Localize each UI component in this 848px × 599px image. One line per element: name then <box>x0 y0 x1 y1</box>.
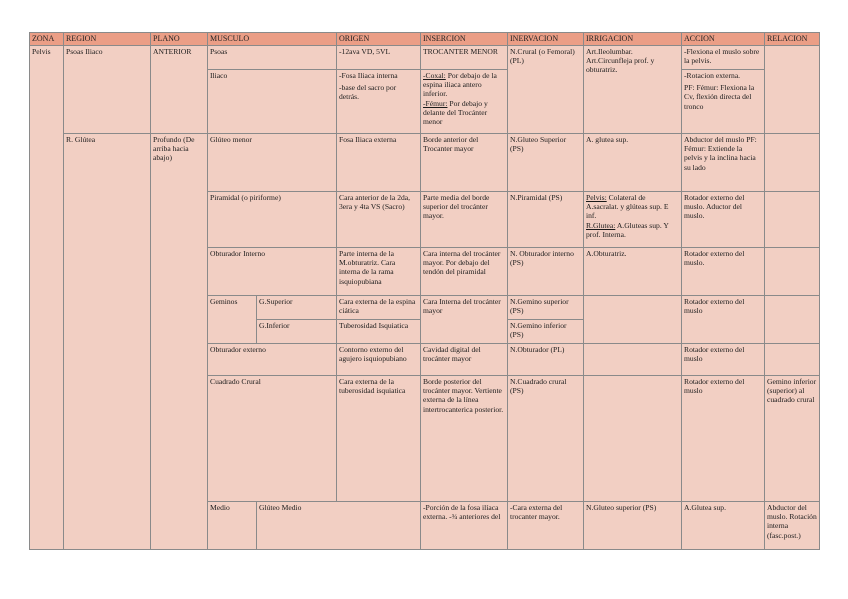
header-plano: PLANO <box>151 33 208 46</box>
insercion-cell: -Cara externa del trocanter mayor. <box>508 502 584 550</box>
irrigacion-cell: A.Obturatriz. <box>584 248 682 296</box>
header-relacion: RELACION <box>765 33 820 46</box>
accion-cell: -Flexiona el muslo sobre la pelvis. <box>682 46 765 70</box>
anatomy-table <box>29 32 820 550</box>
musculo-cell: Iliaco <box>208 70 337 134</box>
origen-cell <box>337 70 421 134</box>
origen-cell: Cara anterior de la 2da, 3era y 4ta VS (Sacro) <box>337 192 421 248</box>
table-row <box>30 134 820 192</box>
region-cell: R. Glútea <box>64 134 151 550</box>
irrigacion-cell: A.Glutea sup. <box>682 502 765 550</box>
zona-cell: Pelvis <box>30 46 64 550</box>
origen-cell: Tuberosidad Isquiatica <box>337 320 421 344</box>
irrigacion-cell <box>584 344 682 376</box>
irrigacion-cell: A. glutea sup. <box>584 134 682 192</box>
inervacion-cell: N.Gluteo Superior (PS) <box>508 134 584 192</box>
musculo-cell: Obturador externo <box>208 344 337 376</box>
origen-cell: -Porción de la fosa ilíaca externa. -¾ anteriores del <box>421 502 508 550</box>
irrigacion-cell <box>584 192 682 248</box>
header-inervacion: INERVACION <box>508 33 584 46</box>
insercion-cell: Cavidad digital del trocánter mayor <box>421 344 508 376</box>
insercion-cell: Borde posterior del trocánter mayor. Vertiente externa de la línea intertrocanterica posterior. <box>421 376 508 502</box>
relacion-cell <box>765 46 820 134</box>
accion-cell: Rotador externo del muslo. <box>682 248 765 296</box>
header-accion: ACCION <box>682 33 765 46</box>
pelvis-text: Colateral de A.sacralat. y glúteas sup. E inf. <box>586 193 669 221</box>
relacion-cell <box>765 192 820 248</box>
insercion-cell: Cara Interna del trocánter mayor <box>421 296 508 344</box>
origen-cell: Contorno externo del agujero isquiopubiano <box>337 344 421 376</box>
musculo-cell: Psoas <box>208 46 337 70</box>
inervacion-cell: N.Gluteo superior (PS) <box>584 502 682 550</box>
musculo-cell: Glúteo Medio <box>257 502 421 550</box>
inervacion-cell: N.Piramidal (PS) <box>508 192 584 248</box>
sub-musculo-cell: G.Superior <box>257 296 337 320</box>
rglutea-text: A.Gluteas sup. Y prof. Interna. <box>586 220 669 239</box>
insercion-cell: Cara interna del trocánter mayor. Por debajo del tendón del piramidal <box>421 248 508 296</box>
femur-text: Por debajo y delante del Trocánter menor <box>423 98 488 127</box>
accion-cell: Abductor del muslo. Rotación interna (fasc.post.) <box>765 502 820 550</box>
inervacion-cell: N.Obturador (PL) <box>508 344 584 376</box>
origen-line: -base del sacro por detrás. <box>339 83 397 102</box>
origen-line: -Fosa Iliaca interna <box>339 71 398 80</box>
inervacion-cell: N.Gemino superior (PS) <box>508 296 584 320</box>
rglutea-label: R.Glutea: <box>586 220 616 230</box>
header-row <box>30 33 820 46</box>
insercion-cell: Parte media del borde superior del trocánter mayor. <box>421 192 508 248</box>
musculo-cell: Glúteo menor <box>208 134 337 192</box>
plano-cell: Profundo (De arriba hacia abajo) <box>151 134 208 550</box>
header-musculo: MUSCULO <box>208 33 337 46</box>
header-region: REGION <box>64 33 151 46</box>
accion-cell: Rotador externo del muslo <box>682 376 765 502</box>
header-origen: ORIGEN <box>337 33 421 46</box>
origen-cell: Parte interna de la M.obturatriz. Cara interna de la rama isquiopubiana <box>337 248 421 296</box>
irrigacion-cell <box>584 296 682 344</box>
plano-cell: Medio <box>208 502 257 550</box>
insercion-cell: Borde anterior del Trocanter mayor <box>421 134 508 192</box>
origen-cell: -12ava VD, 5VL <box>337 46 421 70</box>
origen-cell: Fosa Iliaca externa <box>337 134 421 192</box>
accion-cell <box>682 70 765 134</box>
insercion-cell: TROCANTER MENOR <box>421 46 508 70</box>
insercion-cell <box>421 70 508 134</box>
inervacion-cell: N.Cuadrado crural (PS) <box>508 376 584 502</box>
relacion-cell <box>765 248 820 296</box>
accion-cell: Abductor del muslo PF: Fémur: Extiende la pelvis y la inclina hacia su lado <box>682 134 765 192</box>
coxal-text: Por debajo de la espina iliaca antero inferior. <box>423 71 497 99</box>
relacion-cell: Gemino inferior (superior) al cuadrado crural <box>765 376 820 502</box>
plano-cell: ANTERIOR <box>151 46 208 134</box>
origen-cell: Cara externa de la espina ciática <box>337 296 421 320</box>
musculo-cell: Cuadrado Crural <box>208 376 337 502</box>
musculo-cell: Obturador Interno <box>208 248 337 296</box>
region-cell: Psoas Iliaco <box>64 46 151 134</box>
musculo-cell: Geminos <box>208 296 257 344</box>
relacion-cell <box>765 344 820 376</box>
coxal-label: -Coxal: <box>423 71 446 80</box>
inervacion-cell: N. Obturador interno (PS) <box>508 248 584 296</box>
inervacion-cell: N.Gemino inferior (PS) <box>508 320 584 344</box>
irrigacion-cell: Art.Ileolumbar. Art.Circunfleja prof. y obturatriz. <box>584 46 682 134</box>
accion-line: PF: Fémur: Flexiona la Cv, flexión directa del tronco <box>684 83 755 111</box>
irrigacion-cell <box>584 376 682 502</box>
pelvis-label: Pelvis: <box>586 193 607 202</box>
inervacion-cell: N.Crural (o Femoral) (PL) <box>508 46 584 134</box>
musculo-cell: Piramidal (o piriforme) <box>208 192 337 248</box>
relacion-cell <box>765 296 820 344</box>
accion-line: -Rotacion externa. <box>684 71 741 80</box>
relacion-cell <box>765 134 820 192</box>
header-zona: ZONA <box>30 33 64 46</box>
accion-cell: Rotador externo del muslo <box>682 296 765 344</box>
origen-cell: Cara externa de la tuberosidad isquiatica <box>337 376 421 502</box>
header-irrigacion: IRRIGACION <box>584 33 682 46</box>
accion-cell: Rotador externo del muslo. Aductor del muslo. <box>682 192 765 248</box>
femur-label: -Fémur: <box>423 98 448 108</box>
sub-musculo-cell: G.Inferior <box>257 320 337 344</box>
accion-cell: Rotador externo del muslo <box>682 344 765 376</box>
header-insercion: INSERCION <box>421 33 508 46</box>
table-row <box>30 46 820 70</box>
